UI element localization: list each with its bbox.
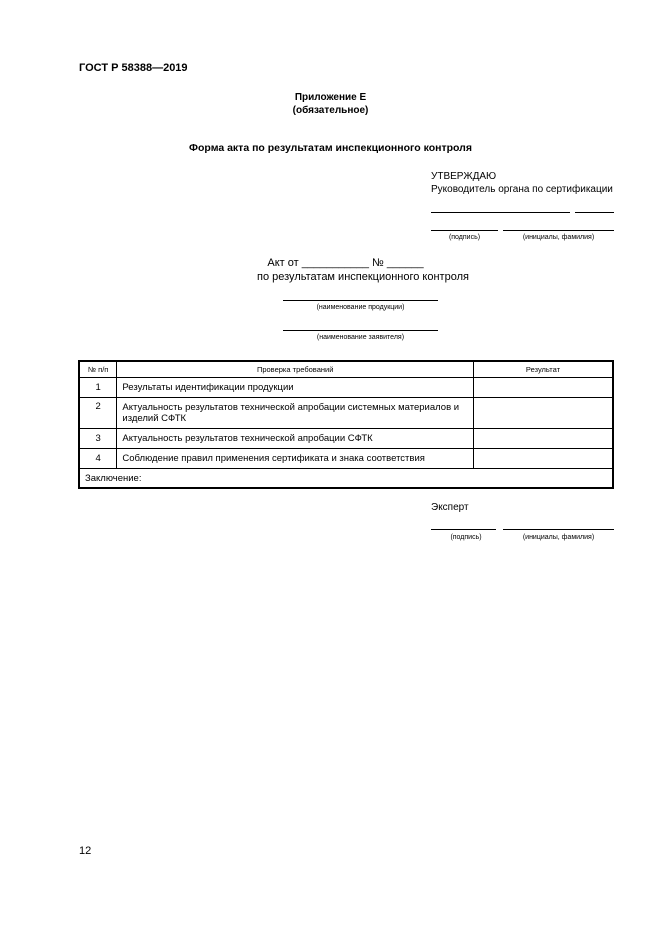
conclusion-row (79, 469, 613, 489)
row-number: 1 (79, 378, 117, 398)
approve-label: УТВЕРЖДАЮ (431, 171, 497, 182)
table-header-row (79, 361, 613, 378)
table-row (79, 449, 613, 469)
approval-name-caption: (инициалы, фамилия) (522, 234, 595, 241)
row-requirement: Соблюдение правил применения сертификата и знака соответствия (117, 449, 474, 469)
expert-label: Эксперт (431, 502, 469, 513)
requirements-table (78, 360, 614, 489)
expert-signature-line (431, 529, 496, 530)
page-number: 12 (79, 845, 92, 857)
appendix-title: Приложение Е (294, 92, 367, 103)
approval-blank-line-1b (575, 212, 614, 213)
row-number: 3 (79, 429, 117, 449)
row-result (473, 378, 613, 398)
row-result (473, 398, 613, 429)
approval-signature-caption: (подпись) (448, 234, 481, 241)
row-number: 4 (79, 449, 117, 469)
conclusion-label: Заключение: (79, 469, 613, 489)
expert-name-line (503, 529, 614, 530)
row-result (473, 429, 613, 449)
form-title: Форма акта по результатам инспекционного контроля (189, 142, 472, 154)
product-name-line (283, 300, 438, 301)
approval-signature-line (431, 230, 498, 231)
applicant-name-caption: (наименование заявителя) (316, 334, 405, 341)
column-header-number: № п/п (79, 361, 117, 378)
row-result (473, 449, 613, 469)
appendix-header (0, 91, 661, 117)
table-row (79, 378, 613, 398)
row-requirement: Актуальность результатов технической апробации СФТК (117, 429, 474, 449)
applicant-name-line (283, 330, 438, 331)
column-header-result: Результат (473, 361, 613, 378)
row-number: 2 (79, 398, 117, 429)
document-code: ГОСТ Р 58388—2019 (79, 62, 188, 74)
product-name-caption: (наименование продукции) (316, 304, 405, 311)
act-date-number: Акт от ___________ № ______ (267, 257, 424, 269)
approval-blank-line-1a (431, 212, 570, 213)
column-header-requirement: Проверка требований (117, 361, 474, 378)
row-requirement: Результаты идентификации продукции (117, 378, 474, 398)
table-row (79, 398, 613, 429)
approval-name-line (503, 230, 614, 231)
table-row (79, 429, 613, 449)
approver-role: Руководитель органа по сертификации (431, 184, 613, 195)
expert-signature-caption: (подпись) (450, 534, 482, 541)
appendix-status: (обязательное) (292, 105, 369, 116)
row-requirement: Актуальность результатов технической апробации системных материалов и изделий СФТК (117, 398, 474, 429)
approval-block (431, 170, 613, 196)
expert-name-caption: (инициалы, фамилия) (522, 534, 595, 541)
act-subtitle: по результатам инспекционного контроля (257, 271, 469, 283)
